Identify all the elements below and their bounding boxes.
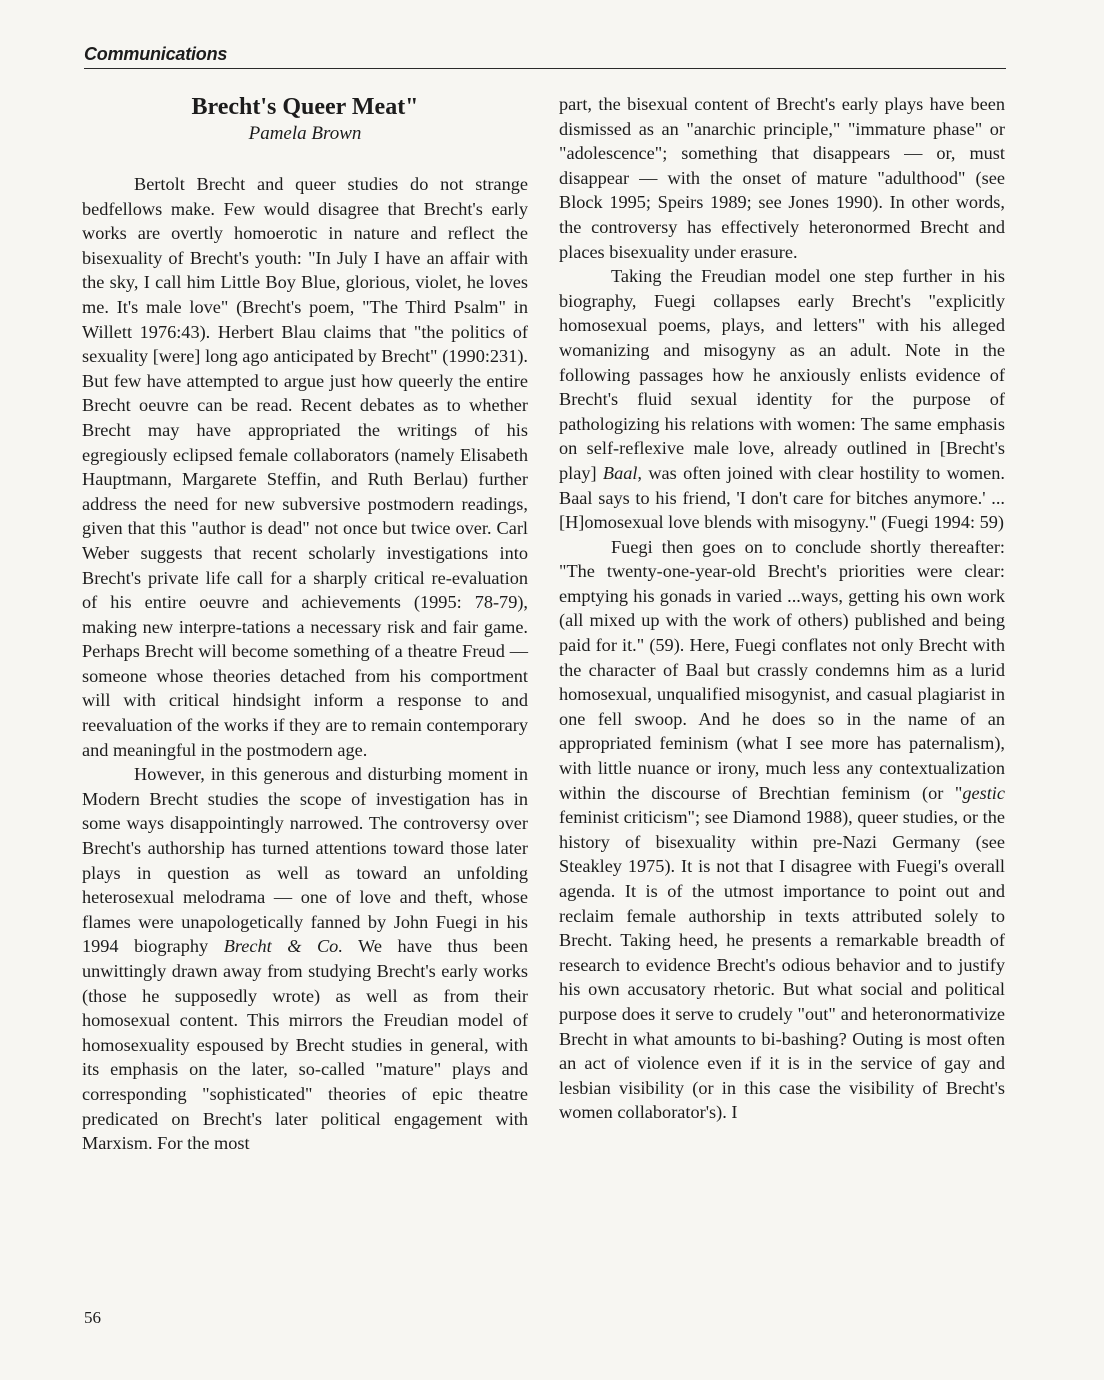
italic-term: gestic	[962, 782, 1005, 803]
page-number: 56	[84, 1308, 101, 1327]
paragraph: However, in this generous and disturbing moment in Modern Brecht studies the scope of investigation has in some ways disappointingly narrowed. The controversy over Brecht's authorship has turned attentions toward those later plays in question as well as toward an unfolding heterosexual melodrama — one of love and theft, whose flames were unapologetically fanned by John Fuegi in his 1994 biography Brecht & Co. We have thus been unwittingly drawn away from studying Brecht's early works (those he supposedly wrote) as well as from their homosexual content. This mirrors the Freudian model of homosexuality espoused by Brecht studies in general, with its emphasis on the later, so-called "mature" plays and corresponding "sophisticated" theories of epic theatre predicated on Brecht's later political engagement with Marxism. For the most	[82, 764, 528, 1154]
book-title: Brecht & Co.	[223, 936, 343, 957]
paragraph: Bertolt Brecht and queer studies do not strange bedfellows make. Few would disagree that Brecht's early works are overtly homoerotic in nature and reflect the bisexuality of Brecht's youth: "In July I have an affair with the sky, I call him Little Boy Blue, glorious, violet, he loves me. It's male love" (Brecht's poem, "The Third Psalm" in Willett 1976:43). Herbert Blau claims that "the politics of sexuality [were] long ago anticipated by Brecht" (1990:231). But few have attempted to argue just how queerly the entire Brecht oeuvre can be read. Recent debates as to whether Brecht may have appropriated the writings of his egregiously eclipsed female collaborators (namely Elisabeth Hauptmann, Margarete Steffin, and Ruth Berlau) further address the need for new subversive postmodern readings, given that this "author is dead" not once but twice over. Carl Weber suggests that recent scholarly investigations into Brecht's private life call for a sharply critical re-evaluation of his entire oeuvre and achievements (1995: 78-79), making new interpre-tations a necessary risk and fair game. Perhaps Brecht will become something of a theatre Freud — someone whose theories detached from his comportment will with critical hindsight inform a response to and reevaluation of the works if they are to remain contemporary and meaningful in the postmodern age.	[82, 174, 528, 760]
play-title: Baal,	[602, 462, 643, 483]
article-author: Pamela Brown	[248, 123, 362, 144]
article-title: Brecht's Queer Meat"	[191, 94, 419, 120]
paragraph: part, the bisexual content of Brecht's early plays have been dismissed as an "anarchic principle," "immature phase" or "adolescence"; something that disappears — or, must disappear — with the onset of mature "adulthood" (see Block 1995; Speirs 1989; see Jones 1990). In other words, the controversy has effectively heteronormed Brecht and places bisexuality under erasure.	[559, 94, 1005, 262]
paragraph: Fuegi then goes on to conclude shortly thereafter: "The twenty-one-year-old Brecht's priorities were clear: emptying his gonads in varied ...ways, getting his own work (all mixed up with the work of others) published and being paid for it." (59). Here, Fuegi conflates not only Brecht with the character of Baal but crassly condemns him as a lurid homosexual, unqualified misogynist, and casual plagiarist in one fell swoop. And he does so in the name of an appropriated feminism (what I see more has paternalism), with little nuance or irony, much less any contextualization within the discourse of Brechtian feminism (or "gestic feminist criticism"; see Diamond 1988), queer studies, or the history of bisexuality within pre-Nazi Germany (see Steakley 1975). It is not that I disagree with Fuegi's overall agenda. It is of the utmost importance to point out and reclaim female authorship in texts attributed solely to Brecht. Taking heed, he presents a remarkable breadth of research to evidence Brecht's odious behavior and to justify his own accusatory rhetoric. But what social and political purpose does it serve to crudely "out" and heteronormativize Brecht in what amounts to bi-bashing? Outing is most often an act of violence even if it is in the service of gay and lesbian visibility (or in this case the visibility of Brecht's women collaborator's). I	[559, 536, 1005, 1123]
right-column	[559, 92, 1005, 1125]
paragraph: Taking the Freudian model one step further in his biography, Fuegi collapses early Brecht's "explicitly homosexual poems, plays, and letters" with his alleged womanizing and misogyny as an adult. Note in the following passages how he anxiously enlists evidence of Brecht's fluid sexual identity for the purpose of pathologizing his relations with women: The same emphasis on self-reflexive male love, already outlined in [Brecht's play] Baal, was often joined with clear hostility to women. Baal says to his friend, 'I don't care for bitches anymore.' ... [H]omosexual love blends with misogyny." (Fuegi 1994: 59)	[559, 266, 1005, 533]
section-title: Communications	[84, 44, 228, 64]
running-header	[84, 44, 1006, 69]
left-column	[82, 92, 528, 1156]
